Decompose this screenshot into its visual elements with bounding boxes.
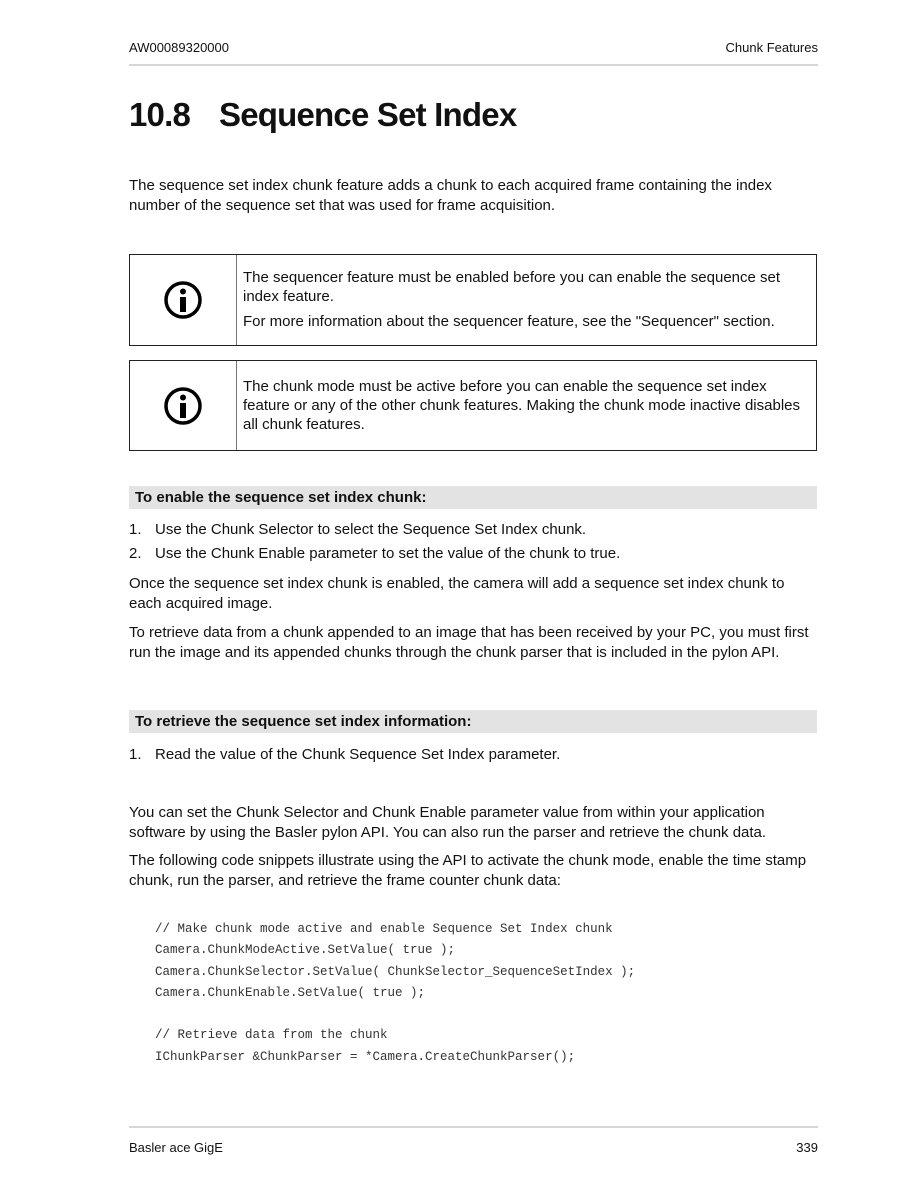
info-icon (130, 255, 237, 345)
page-number: 339 (796, 1140, 818, 1155)
list-item: 1. Read the value of the Chunk Sequence Set Index parameter. (129, 746, 561, 763)
note-text: The sequencer feature must be enabled before you can enable the sequence set index feature. (243, 269, 781, 305)
code-line: Camera.ChunkEnable.SetValue( true ); (155, 985, 426, 1000)
code-line: // Retrieve data from the chunk (155, 1028, 388, 1043)
page-footer (129, 1126, 818, 1156)
info-icon (130, 361, 237, 450)
code-line (155, 1004, 635, 1025)
doc-id: AW00089320000 (129, 40, 229, 55)
code-snippet (155, 919, 635, 1068)
body-paragraph: To retrieve data from a chunk appended to an image that has been received by your PC, you must first run the image and its appended chunks through the chunk parser that is included in the pylon API. (129, 624, 809, 661)
note-box (129, 360, 817, 451)
section-number: 10.8 (129, 96, 191, 133)
code-line: IChunkParser &ChunkParser = *Camera.CreateChunkParser(); (155, 1049, 576, 1064)
chapter-title: Chunk Features (725, 40, 818, 55)
body-paragraph: You can set the Chunk Selector and Chunk Enable parameter value from within your application software by using the Basler pylon API. You can also run the parser and retrieve the chunk data. (129, 804, 767, 841)
note-text: The chunk mode must be active before you can enable the sequence set index feature or any of the other chunk features. Making the chunk mode inactive disables all chunk features. (243, 378, 800, 433)
note-box (129, 254, 817, 346)
product-name: Basler ace GigE (129, 1140, 223, 1155)
section-heading: Sequence Set Index (219, 96, 517, 133)
page-header (129, 38, 818, 66)
code-line: Camera.ChunkSelector.SetValue( ChunkSelector_SequenceSetIndex ); (155, 964, 636, 979)
code-line: // Make chunk mode active and enable Sequence Set Index chunk (155, 922, 613, 936)
list-item: 2. Use the Chunk Enable parameter to set the value of the chunk to true. (129, 545, 621, 562)
note-text: For more information about the sequencer feature, see the "Sequencer" section. (243, 313, 775, 330)
list-item: 1. Use the Chunk Selector to select the Sequence Set Index chunk. (129, 521, 587, 538)
body-paragraph: The following code snippets illustrate using the API to activate the chunk mode, enable the time stamp chunk, run the parser, and retrieve the frame counter chunk data: (129, 852, 807, 889)
procedure-heading: To retrieve the sequence set index information: (129, 710, 817, 733)
code-line: Camera.ChunkModeActive.SetValue( true ); (155, 943, 456, 958)
procedure-heading: To enable the sequence set index chunk: (129, 486, 817, 509)
body-paragraph: Once the sequence set index chunk is enabled, the camera will add a sequence set index chunk to each acquired image. (129, 575, 785, 612)
section-title (129, 96, 516, 134)
intro-paragraph: The sequence set index chunk feature adds a chunk to each acquired frame containing the index number of the sequence set that was used for frame acquisition. (129, 177, 772, 214)
